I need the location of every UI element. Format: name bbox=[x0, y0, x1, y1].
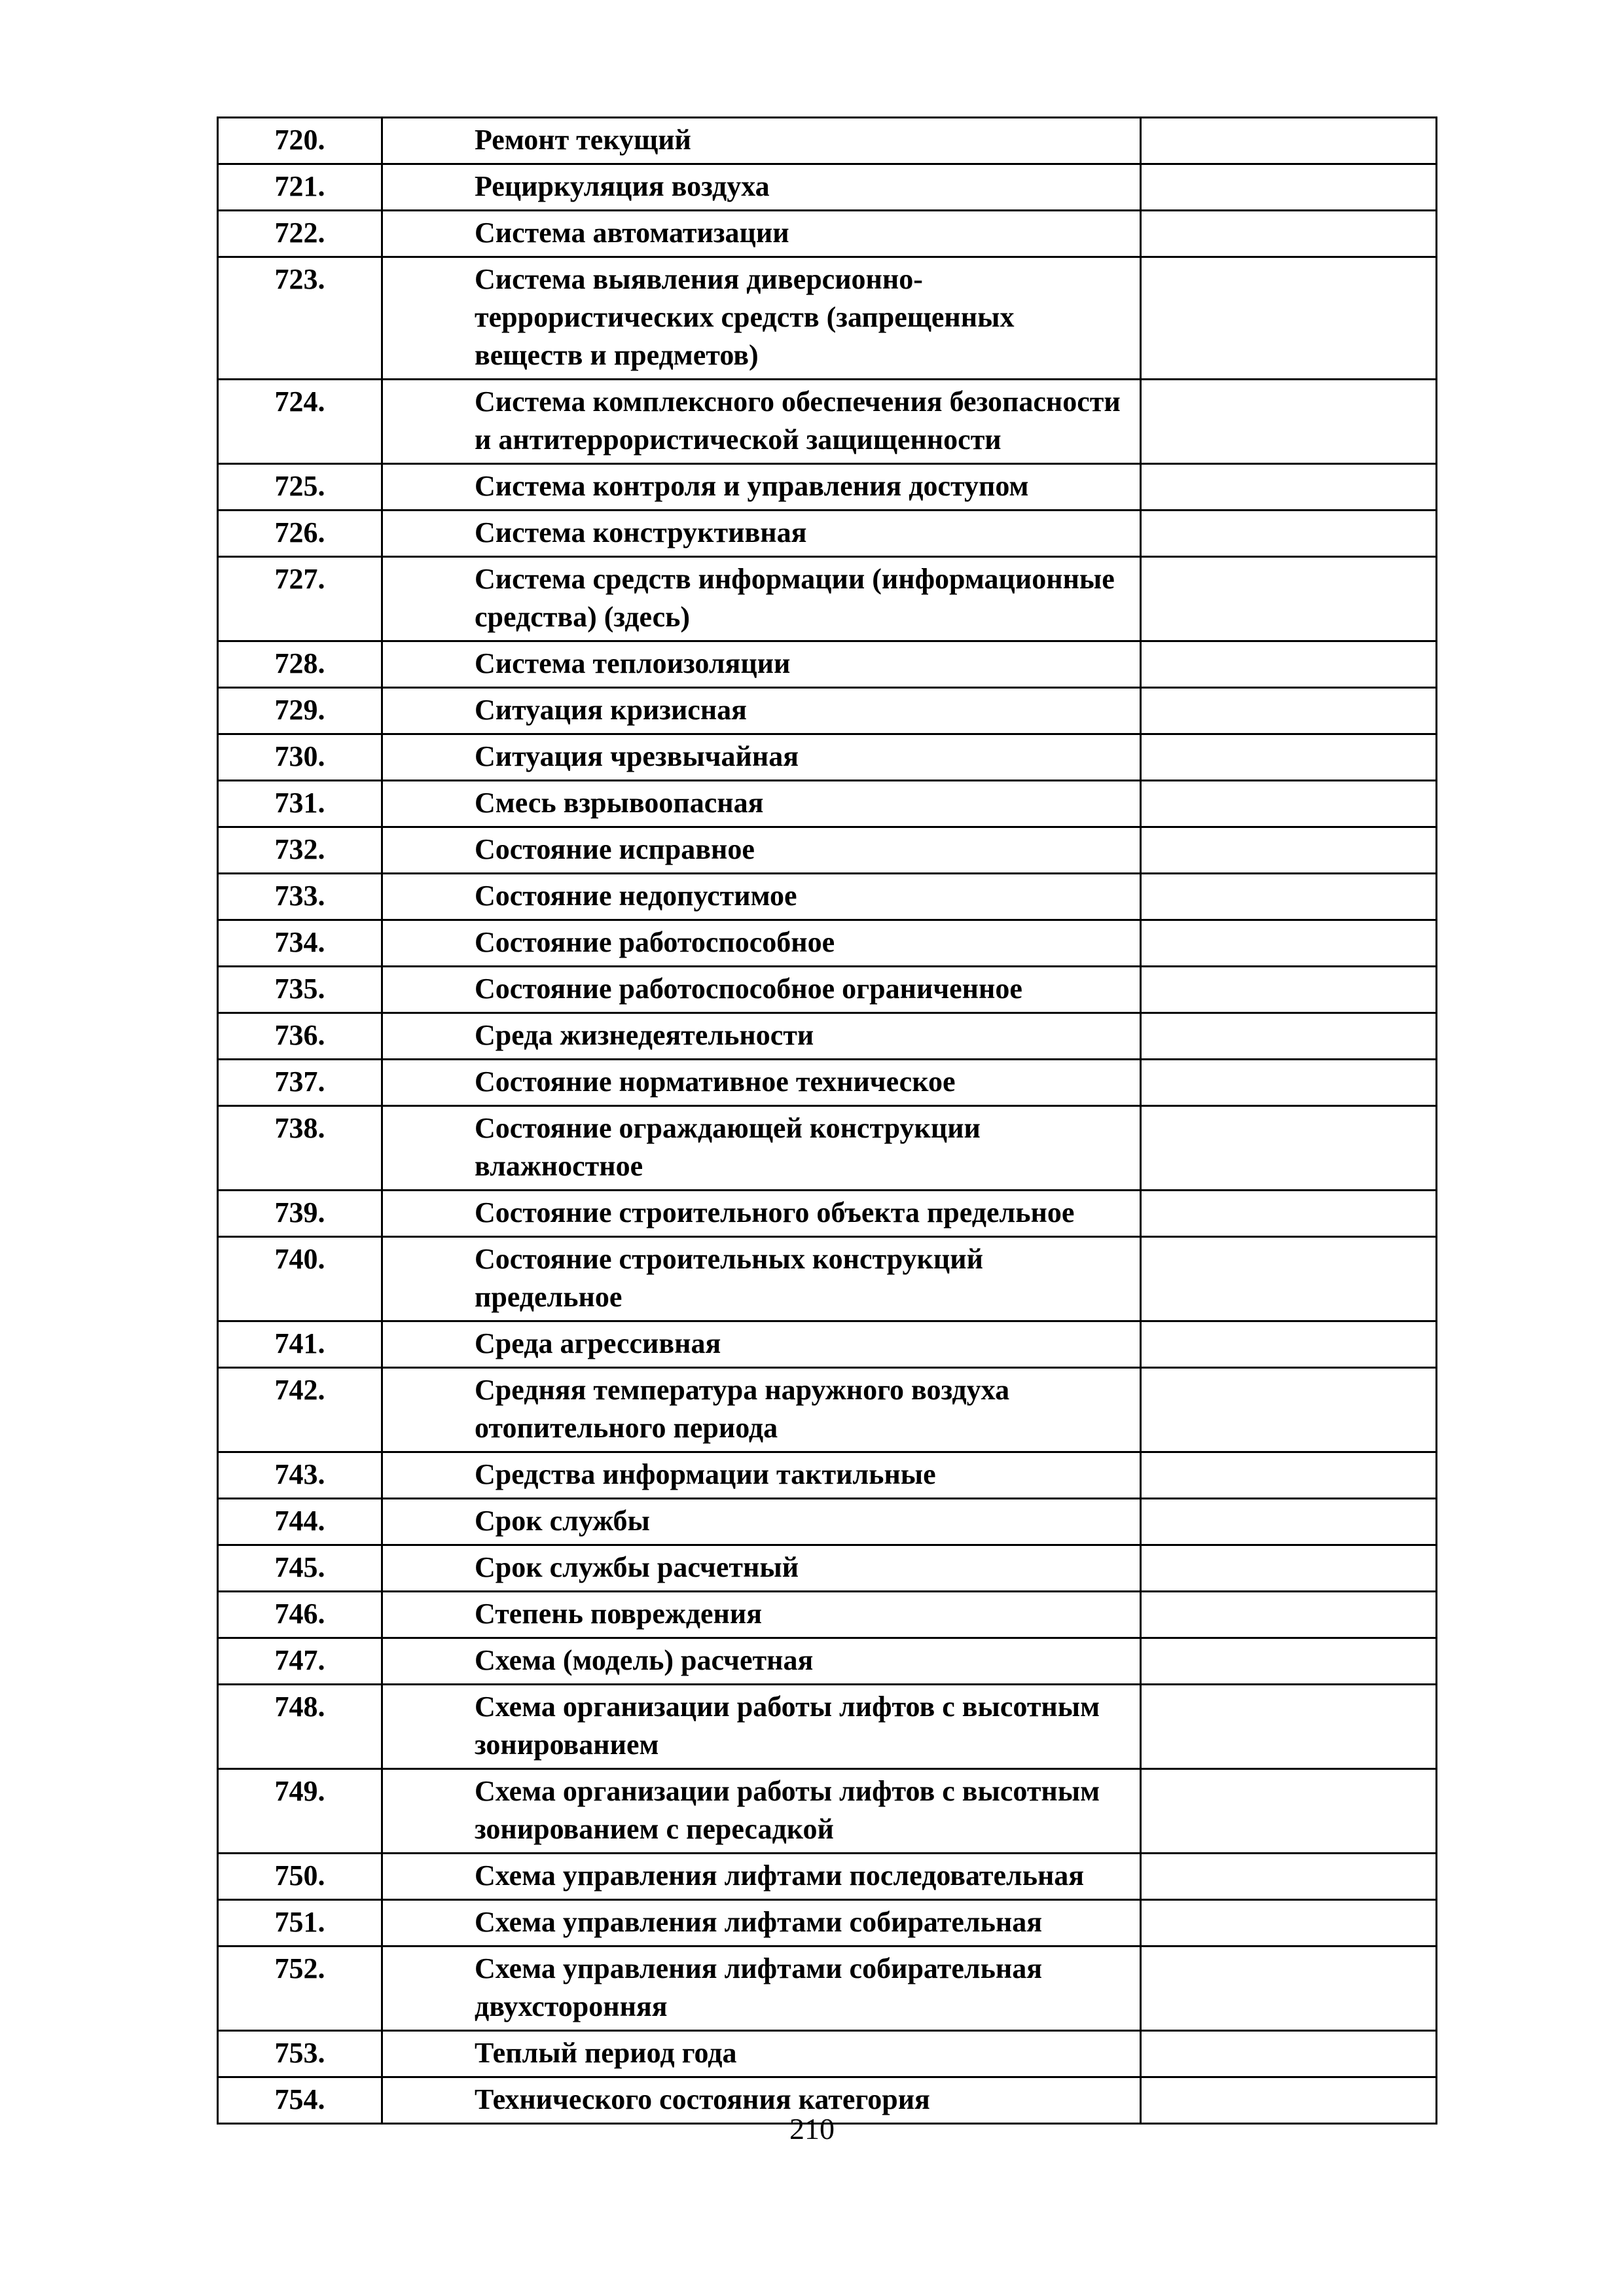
table-row bbox=[218, 1769, 1437, 1854]
term-cell: Средства информации тактильные bbox=[382, 1452, 1141, 1499]
term-cell: Состояние работоспособное bbox=[382, 920, 1141, 967]
empty-cell bbox=[1141, 1191, 1437, 1237]
table-row bbox=[218, 380, 1437, 464]
row-number: 741. bbox=[218, 1321, 382, 1368]
table-row bbox=[218, 1685, 1437, 1769]
empty-cell bbox=[1141, 1769, 1437, 1854]
empty-cell bbox=[1141, 734, 1437, 781]
empty-cell bbox=[1141, 511, 1437, 557]
row-number: 724. bbox=[218, 380, 382, 464]
empty-cell bbox=[1141, 1060, 1437, 1106]
table-row bbox=[218, 874, 1437, 920]
row-number: 750. bbox=[218, 1854, 382, 1900]
row-number: 732. bbox=[218, 827, 382, 874]
term-cell: Ситуация чрезвычайная bbox=[382, 734, 1141, 781]
table-row bbox=[218, 1060, 1437, 1106]
term-cell: Система теплоизоляции bbox=[382, 641, 1141, 688]
table-row bbox=[218, 967, 1437, 1013]
term-cell: Средняя температура наружного воздуха отопительного периода bbox=[382, 1368, 1141, 1452]
empty-cell bbox=[1141, 257, 1437, 380]
row-number: 745. bbox=[218, 1545, 382, 1592]
table-row bbox=[218, 1368, 1437, 1452]
row-number: 733. bbox=[218, 874, 382, 920]
table-row bbox=[218, 1191, 1437, 1237]
empty-cell bbox=[1141, 1638, 1437, 1685]
empty-cell bbox=[1141, 1013, 1437, 1060]
table-row bbox=[218, 164, 1437, 211]
term-cell: Смесь взрывоопасная bbox=[382, 781, 1141, 827]
row-number: 743. bbox=[218, 1452, 382, 1499]
table-row bbox=[218, 688, 1437, 734]
row-number: 720. bbox=[218, 118, 382, 164]
row-number: 730. bbox=[218, 734, 382, 781]
table-row bbox=[218, 1237, 1437, 1321]
empty-cell bbox=[1141, 827, 1437, 874]
term-cell: Рециркуляция воздуха bbox=[382, 164, 1141, 211]
term-cell: Состояние строительных конструкций предельное bbox=[382, 1237, 1141, 1321]
table-row bbox=[218, 781, 1437, 827]
row-number: 738. bbox=[218, 1106, 382, 1191]
term-cell: Схема управления лифтами собирательная bbox=[382, 1900, 1141, 1946]
row-number: 747. bbox=[218, 1638, 382, 1685]
empty-cell bbox=[1141, 1106, 1437, 1191]
row-number: 728. bbox=[218, 641, 382, 688]
term-cell: Ситуация кризисная bbox=[382, 688, 1141, 734]
term-cell: Система выявления диверсионно-террористических средств (запрещенных веществ и предметов) bbox=[382, 257, 1141, 380]
term-cell: Состояние нормативное техническое bbox=[382, 1060, 1141, 1106]
table-row bbox=[218, 1321, 1437, 1368]
term-cell: Срок службы расчетный bbox=[382, 1545, 1141, 1592]
row-number: 740. bbox=[218, 1237, 382, 1321]
table-row bbox=[218, 920, 1437, 967]
term-cell: Среда агрессивная bbox=[382, 1321, 1141, 1368]
empty-cell bbox=[1141, 464, 1437, 511]
table-row bbox=[218, 1545, 1437, 1592]
term-cell: Схема организации работы лифтов с высотным зонированием с пересадкой bbox=[382, 1769, 1141, 1854]
term-cell: Система конструктивная bbox=[382, 511, 1141, 557]
table-row bbox=[218, 2031, 1437, 2077]
row-number: 727. bbox=[218, 557, 382, 641]
row-number: 734. bbox=[218, 920, 382, 967]
row-number: 752. bbox=[218, 1946, 382, 2031]
empty-cell bbox=[1141, 380, 1437, 464]
empty-cell bbox=[1141, 211, 1437, 257]
table-row bbox=[218, 1452, 1437, 1499]
table-row bbox=[218, 1854, 1437, 1900]
empty-cell bbox=[1141, 874, 1437, 920]
empty-cell bbox=[1141, 920, 1437, 967]
empty-cell bbox=[1141, 967, 1437, 1013]
row-number: 748. bbox=[218, 1685, 382, 1769]
row-number: 744. bbox=[218, 1499, 382, 1545]
term-cell: Состояние недопустимое bbox=[382, 874, 1141, 920]
empty-cell bbox=[1141, 781, 1437, 827]
row-number: 726. bbox=[218, 511, 382, 557]
row-number: 737. bbox=[218, 1060, 382, 1106]
term-cell: Технического состояния категория bbox=[382, 2077, 1141, 2124]
empty-cell bbox=[1141, 1685, 1437, 1769]
row-number: 736. bbox=[218, 1013, 382, 1060]
row-number: 751. bbox=[218, 1900, 382, 1946]
row-number: 746. bbox=[218, 1592, 382, 1638]
table-row bbox=[218, 827, 1437, 874]
empty-cell bbox=[1141, 1499, 1437, 1545]
table-row bbox=[218, 511, 1437, 557]
row-number: 723. bbox=[218, 257, 382, 380]
empty-cell bbox=[1141, 1321, 1437, 1368]
empty-cell bbox=[1141, 118, 1437, 164]
empty-cell bbox=[1141, 1592, 1437, 1638]
empty-cell bbox=[1141, 1854, 1437, 1900]
term-cell: Схема управления лифтами собирательная двухсторонняя bbox=[382, 1946, 1141, 2031]
term-cell: Система комплексного обеспечения безопасности и антитеррористической защищенности bbox=[382, 380, 1141, 464]
row-number: 742. bbox=[218, 1368, 382, 1452]
table-row bbox=[218, 1900, 1437, 1946]
empty-cell bbox=[1141, 164, 1437, 211]
row-number: 753. bbox=[218, 2031, 382, 2077]
row-number: 754. bbox=[218, 2077, 382, 2124]
term-cell: Схема организации работы лифтов с высотным зонированием bbox=[382, 1685, 1141, 1769]
table-row bbox=[218, 1499, 1437, 1545]
term-cell: Схема (модель) расчетная bbox=[382, 1638, 1141, 1685]
empty-cell bbox=[1141, 641, 1437, 688]
term-cell: Ремонт текущий bbox=[382, 118, 1141, 164]
table-row bbox=[218, 557, 1437, 641]
term-cell: Срок службы bbox=[382, 1499, 1141, 1545]
row-number: 739. bbox=[218, 1191, 382, 1237]
table-row bbox=[218, 641, 1437, 688]
term-cell: Состояние ограждающей конструкции влажностное bbox=[382, 1106, 1141, 1191]
table-row bbox=[218, 1592, 1437, 1638]
empty-cell bbox=[1141, 2031, 1437, 2077]
row-number: 722. bbox=[218, 211, 382, 257]
row-number: 725. bbox=[218, 464, 382, 511]
empty-cell bbox=[1141, 1452, 1437, 1499]
row-number: 749. bbox=[218, 1769, 382, 1854]
empty-cell bbox=[1141, 1946, 1437, 2031]
row-number: 729. bbox=[218, 688, 382, 734]
term-cell: Состояние исправное bbox=[382, 827, 1141, 874]
row-number: 735. bbox=[218, 967, 382, 1013]
term-cell: Система автоматизации bbox=[382, 211, 1141, 257]
empty-cell bbox=[1141, 1368, 1437, 1452]
terms-table-body bbox=[218, 118, 1437, 2124]
terms-table bbox=[217, 117, 1437, 2125]
table-row bbox=[218, 734, 1437, 781]
term-cell: Система контроля и управления доступом bbox=[382, 464, 1141, 511]
term-cell: Состояние строительного объекта предельное bbox=[382, 1191, 1141, 1237]
table-row bbox=[218, 1013, 1437, 1060]
term-cell: Система средств информации (информационные средства) (здесь) bbox=[382, 557, 1141, 641]
empty-cell bbox=[1141, 1900, 1437, 1946]
row-number: 721. bbox=[218, 164, 382, 211]
table-row bbox=[218, 1638, 1437, 1685]
empty-cell bbox=[1141, 557, 1437, 641]
empty-cell bbox=[1141, 688, 1437, 734]
page-number: 210 bbox=[789, 2112, 835, 2145]
term-cell: Состояние работоспособное ограниченное bbox=[382, 967, 1141, 1013]
row-number: 731. bbox=[218, 781, 382, 827]
term-cell: Среда жизнедеятельности bbox=[382, 1013, 1141, 1060]
term-cell: Степень повреждения bbox=[382, 1592, 1141, 1638]
empty-cell bbox=[1141, 1545, 1437, 1592]
table-row bbox=[218, 211, 1437, 257]
empty-cell bbox=[1141, 1237, 1437, 1321]
term-cell: Схема управления лифтами последовательная bbox=[382, 1854, 1141, 1900]
term-cell: Теплый период года bbox=[382, 2031, 1141, 2077]
table-row bbox=[218, 464, 1437, 511]
table-row bbox=[218, 1946, 1437, 2031]
table-row bbox=[218, 1106, 1437, 1191]
table-row bbox=[218, 118, 1437, 164]
table-row bbox=[218, 257, 1437, 380]
